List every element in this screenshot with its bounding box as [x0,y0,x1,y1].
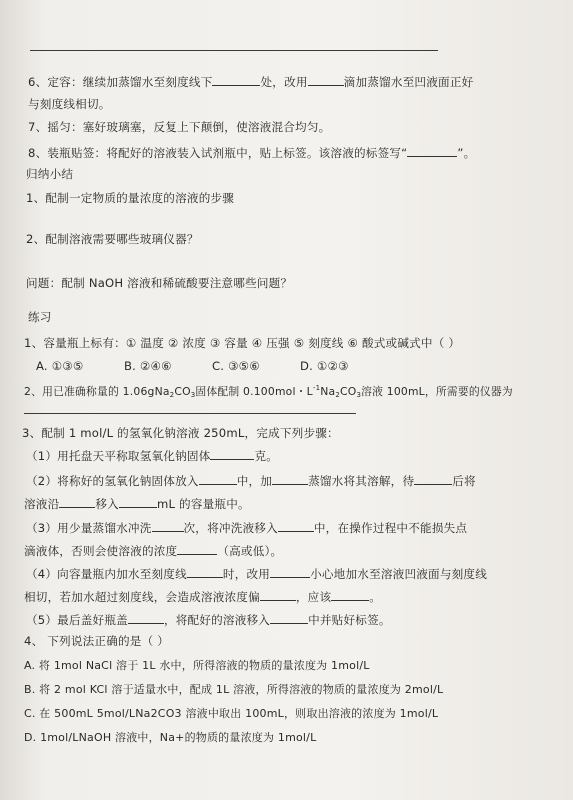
q3-4-text-c: 小心地加水至溶液凹液面与刻度线 [310,567,488,581]
q3-3-text-e: （高或低）。 [217,544,283,558]
q2-text-k: 溶液 100mL，所需要的仪器为 [361,385,513,398]
q3-2-blank-1[interactable] [199,473,237,485]
q3-step-4-line-1 [26,566,487,581]
summary-q2: 2、配制溶液需要哪些玻璃仪器？ [26,232,199,246]
q3-4-text-e: ，应该 [295,590,332,604]
summary-q1: 1、配制一定物质的量浓度的溶液的步骤 [26,191,235,205]
q3-1-blank[interactable] [210,448,254,460]
q3-4-text-a: （4）向容量瓶内加水至刻度线 [26,567,187,581]
practice-title: 练习 [28,310,52,324]
top-rule [30,50,438,51]
q3-3-blank-2[interactable] [278,520,314,532]
q3-step-2-line-1 [26,473,476,488]
q2-text-c: CO [174,385,191,398]
step-6-text-c: 滴加蒸馏水至凹液面正好 [343,75,474,89]
step-6-blank-1[interactable] [212,74,260,86]
q4-option-b[interactable]: B. 将 2 mol KCl 溶于适量水中，配成 1L 溶液，所得溶液的物质的量浓度为 2mol/L [24,683,444,696]
q2-sub-2: 3 [190,391,196,399]
q3-2-text-g: mL 的容量瓶中。 [156,497,250,511]
q3-2-blank-4[interactable] [59,496,95,508]
q3-5-text-b: ，将配好的溶液移入 [163,613,271,627]
q2-sub-3: 2 [335,391,341,399]
step-6-text-a: 6、定容：继续加蒸馏水至刻度线下 [28,75,213,89]
q3-5-text-c: 中并贴好标签。 [308,613,391,627]
practice-q1: 1、容量瓶上标有：① 温度 ② 浓度 ③ 容量 ④ 压强 ⑤ 刻度线 ⑥ 酸式或碱式中（ ） [24,336,461,350]
q4-option-c[interactable]: C. 在 500mL 5mol/LNa2CO3 溶液中取出 100mL，则取出溶液的浓度为 1mol/L [24,707,439,720]
q3-2-text-e: 溶液沿 [24,497,60,511]
q3-5-blank-2[interactable] [270,612,308,624]
q2-sup: -1 [312,384,321,392]
q3-2-text-c: 蒸馏水将其溶解，待 [308,474,415,488]
q3-4-blank-4[interactable] [331,589,369,601]
step-7: 7、摇匀：塞好玻璃塞，反复上下颠倒，使溶液混合均匀。 [28,120,331,134]
q3-4-text-f: 。 [369,590,382,604]
step-6-line-2: 与刻度线相切。 [28,97,111,111]
q1-option-b[interactable]: B. ②④⑥ [124,359,172,373]
practice-q4: 4、 下列说法正确的是（ ） [24,634,170,648]
q3-step-1 [26,448,278,463]
q2-text-a: 2、用已准确称量的 1.06gNa [24,385,170,398]
q1-option-a[interactable]: A. ①③⑤ [36,359,84,373]
q3-3-text-d: 滴液体，否则会使溶液的浓度 [24,544,178,558]
q3-step-3-line-1 [26,520,467,535]
q2-sub-4: 3 [356,391,362,399]
q3-step-3-line-2 [24,543,282,558]
practice-q3: 3、配制 1 mol/L 的氢氧化钠溶液 250mL，完成下列步骤： [22,426,339,440]
q3-step-2-line-2 [24,496,250,511]
step-6-line-1 [28,74,473,89]
q3-2-blank-2[interactable] [272,473,308,485]
q3-5-blank-1[interactable] [128,612,164,624]
q3-2-blank-5[interactable] [119,496,157,508]
step-8-blank[interactable] [407,145,457,157]
step-8 [28,145,475,160]
q2-answer-line[interactable] [24,413,356,414]
q3-step-4-line-2 [24,589,381,604]
q3-5-text-a: （5）最后盖好瓶盖 [26,613,128,627]
q3-2-text-f: 移入 [95,497,119,511]
q3-3-blank-3[interactable] [177,543,217,555]
q3-2-blank-3[interactable] [414,473,452,485]
q4-option-d[interactable]: D. 1mol/LNaOH 溶液中，Na+的物质的量浓度为 1mol/L [24,731,317,744]
q3-3-text-b: 次，将冲洗液移入 [183,521,278,535]
q3-4-text-b: 时，改用 [222,567,271,581]
q3-step-5 [26,612,391,627]
q3-3-blank-1[interactable] [152,520,184,532]
step-6-blank-2[interactable] [308,74,344,86]
q4-option-a[interactable]: A. 将 1mol NaCl 溶于 1L 水中，所得溶液的物质的量浓度为 1mol/L [24,659,370,672]
q2-text-g: Na [320,385,336,398]
q3-3-text-c: 中，在操作过程中不能损失点 [313,521,468,535]
q1-option-d[interactable]: D. ①②③ [300,359,349,373]
q2-text-e: 固体配制 0.100mol・L [195,385,313,398]
q2-sub-1: 2 [169,391,175,399]
summary-question: 问题：配制 NaOH 溶液和稀硫酸要注意哪些问题？ [26,276,293,290]
q3-3-text-a: （3）用少量蒸馏水冲洗 [26,521,152,535]
step-8-text-a: 8、装瓶贴签：将配好的溶液装入试剂瓶中，贴上标签。该溶液的标签写“ [28,146,408,160]
q3-4-blank-1[interactable] [187,566,223,578]
q3-2-text-d: 后将 [452,474,476,488]
q3-2-text-a: （2）将称好的氢氧化钠固体放入 [26,474,199,488]
summary-title: 归纳小结 [26,167,74,181]
practice-q2 [24,381,513,402]
step-8-text-b: ”。 [457,146,476,160]
q3-1-text-b: 克。 [254,449,279,463]
q3-4-blank-3[interactable] [260,589,296,601]
q2-text-i: CO [340,385,357,398]
q3-4-text-d: 相切，若加水超过刻度线，会造成溶液浓度偏 [24,590,260,604]
q3-2-text-b: 中，加 [236,474,273,488]
q3-4-blank-2[interactable] [270,566,310,578]
step-6-text-b: 处，改用 [260,75,308,89]
q1-option-c[interactable]: C. ③⑤⑥ [212,359,260,373]
q3-1-text-a: （1）用托盘天平称取氢氧化钠固体 [26,449,211,463]
